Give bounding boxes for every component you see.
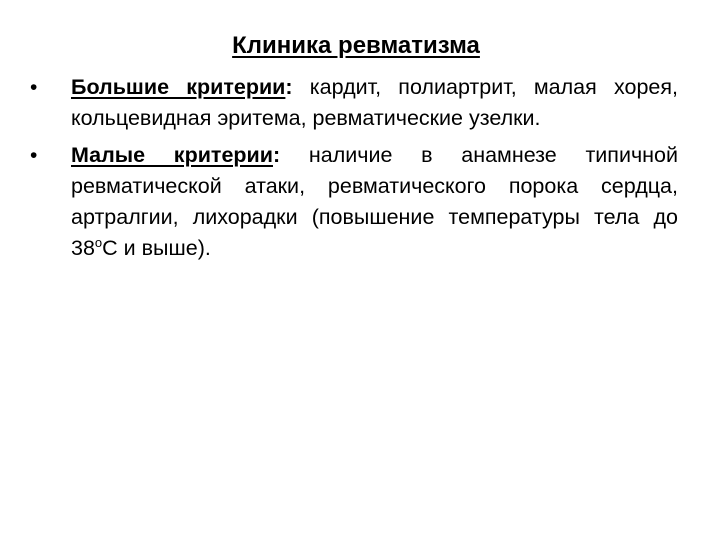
degree-superscript: о xyxy=(94,234,103,250)
bullet-icon: • xyxy=(30,76,38,99)
minor-criteria-text: наличие в анамнезе типичной ревматической атаки, ревматического порока сердца, артралгии, лихорадки (повышение температуры тела до 38 xyxy=(71,143,679,260)
bullet-list xyxy=(30,72,678,270)
bullet-minor-criteria xyxy=(30,140,678,264)
minor-criteria-term: Малые критерии xyxy=(71,143,273,167)
slide-title: Клиника ревматизма xyxy=(232,32,480,59)
bullet-major-criteria xyxy=(30,72,678,134)
bullet-icon: • xyxy=(30,144,38,167)
minor-criteria-colon: : xyxy=(272,143,281,167)
minor-criteria-text-end: С и выше). xyxy=(102,236,211,260)
major-criteria-text: кардит, полиартрит, малая хорея, кольцевидная эритема, ревматические узелки. xyxy=(71,75,678,130)
major-criteria-term: Большие критерии xyxy=(71,75,286,99)
major-criteria-colon: : xyxy=(285,75,293,99)
